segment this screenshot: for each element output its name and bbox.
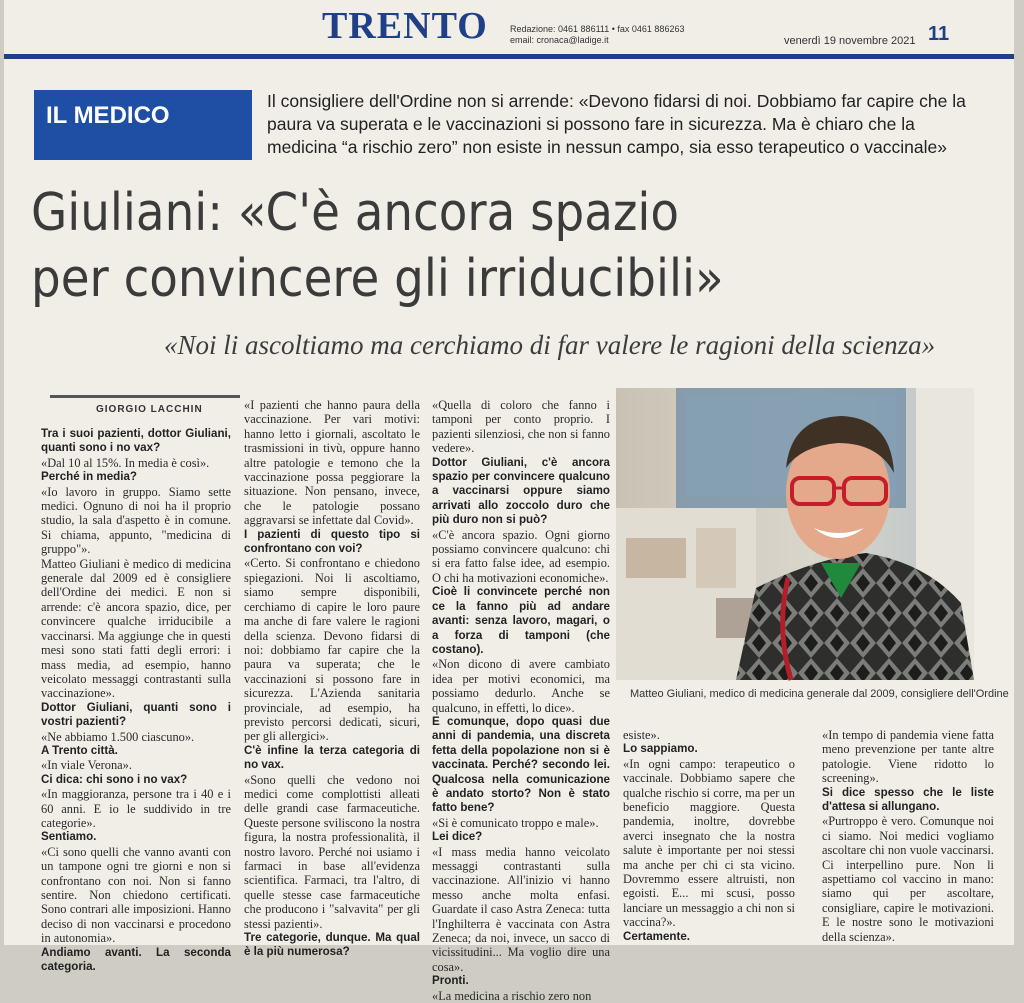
interview-question: Si dice spesso che le liste d'attesa si allungano. — [822, 785, 994, 814]
interview-question: E comunque, dopo quasi due anni di pandemia, una discreta fetta della popolazione non si è vaccinata. Perché? secondo lei. Qualcosa nella comunicazione è andato storto? Non è stato fatto bene? — [432, 714, 610, 815]
body-paragraph: «C'è ancora spazio. Ogni giorno possiamo convincere qualcuno: chi si era fatto false idee, ad esempio. O chi ha motivazioni economiche». — [432, 527, 610, 585]
interview-question: Lei dice? — [432, 830, 483, 844]
body-paragraph: «In maggioranza, persone tra i 40 e i 60 anni. E io le suddivido in tre categorie». — [41, 787, 231, 830]
interview-question: Certamente. — [623, 929, 691, 943]
page-number: 11 — [928, 23, 950, 45]
redazione-email: email: cronaca@ladige.it — [510, 35, 609, 45]
interview-question: Dottor Giuliani, c'è ancora spazio per convincere qualcuno a vaccinarsi oppure siamo arrivati allo zoccolo duro che più duro non si può? — [432, 455, 610, 527]
body-paragraph: Matteo Giuliani è medico di medicina generale dal 2009 ed è consigliere dell'Ordine dei medici. E non si arrende: c'è ancora spazio, dice, per convincere qualche irriducibile a vaccinarsi. Ma aggiunge che in questi mesi sono stati fatti degli errori: i mass media, ad esempio, hanno veicolato messaggi contrastanti sulla vaccinazione». — [41, 556, 231, 701]
interview-question: Perché in media? — [41, 470, 138, 484]
body-paragraph: «Dal 10 al 15%. In media è così». — [41, 455, 210, 470]
interview-question: Sentiamo. — [41, 830, 97, 844]
masthead-rule — [4, 54, 1014, 59]
headline-line-2: per convincere gli irriducibili» — [31, 249, 724, 309]
interview-question: I pazienti di questo tipo si confrontano con voi? — [244, 527, 420, 556]
body-paragraph: «Non dicono di avere cambiato idea per motivi economici, ma possiamo dedurlo. Anche se qualcuno, in effetti, lo dice». — [432, 657, 610, 715]
body-paragraph: «Ci sono quelli che vanno avanti con un tampone ogni tre giorni e non si confrontano con noi. Non si fanno sentire. Non chiedono certificati. Sono contrari alle imposizioni. Hanno deciso di non vaccinarsi e procedono in autonomia». — [41, 844, 231, 946]
body-paragraph: «Quella di coloro che fanno i tamponi per conto proprio. I pazienti silenziosi, che non si fanno vedere». — [432, 398, 610, 456]
photo-caption: Matteo Giuliani, medico di medicina generale dal 2009, consigliere dell'Ordine — [630, 688, 1009, 700]
interview-question: Ci dica: chi sono i no vax? — [41, 772, 188, 786]
redazione-contacts: Redazione: 0461 886111 • fax 0461 886263 — [510, 24, 685, 34]
headline-line-1: Giuliani: «C'è ancora spazio — [31, 183, 680, 243]
headline — [31, 180, 1006, 312]
issue-date: venerdì 19 novembre 2021 — [784, 35, 916, 47]
body-paragraph: «Si è comunicato troppo e male». — [432, 815, 599, 830]
subheadline: «Noi li ascoltiamo ma cerchiamo di far valere le ragioni della scienza» — [164, 330, 936, 360]
interview-question: Tra i suoi pazienti, dottor Giuliani, quanti sono i no vax? — [41, 427, 231, 455]
body-column-3 — [432, 398, 610, 1003]
body-paragraph: «La medicina a rischio zero non — [432, 988, 592, 1003]
body-column-5 — [822, 728, 994, 944]
masthead-title: TRENTO — [322, 5, 488, 47]
body-column-2 — [244, 398, 420, 960]
author-byline: GIORGIO LACCHIN — [96, 404, 203, 415]
portrait-photo — [616, 388, 974, 680]
section-label — [34, 90, 252, 160]
body-paragraph: «I pazienti che hanno paura della vaccinazione. Per vari motivi: hanno letto i giornali, ascoltato le trasmissioni in tivù, oppure hanno altre patologie e temono che la vaccinazione possa peggiorare la situazione. Non pensano, invece, che le patologie possano aggravarsi se infettate dal Covid». — [244, 398, 420, 528]
interview-question: Pronti. — [432, 974, 469, 988]
interview-question: C'è infine la terza categoria di no vax. — [244, 743, 420, 772]
body-paragraph: «I mass media hanno veicolato messaggi contrastanti sulla vaccinazione. All'inizio vi hanno messo anche molta enfasi. Guardate il caso Astra Zeneca: tutta l'Inghilterra è vaccinata con Astra Zeneca; da noi, invece, un sacco di vicissitudini... Ma voglio dire una cosa». — [432, 844, 610, 974]
body-paragraph: «Purtroppo è vero. Comunque noi ci siamo. Noi medici vogliamo ascoltare chi non vuole vaccinarsi. Ci interpellino pure. Non li aspettiamo col vaccino in mano: siamo qui per ascoltare, consigliare, capire le motivazioni. E le nostre sono le motivazioni della scienza». — [822, 814, 994, 944]
interview-question: Lo sappiamo. — [623, 742, 698, 756]
interview-question: A Trento città. — [41, 743, 118, 757]
interview-question: Dottor Giuliani, quanti sono i vostri pazienti? — [41, 700, 231, 729]
author-rule — [50, 395, 240, 398]
body-paragraph: «Ne abbiamo 1.500 ciascuno». — [41, 729, 195, 744]
body-paragraph: «Certo. Si confrontano e chiedono spiegazioni. Noi li ascoltiamo, siamo sempre disponibili, cerchiamo di capire le loro paure ma anche di fare valere le ragioni della scienza. Devono fidarsi di noi: dobbiamo far capire che la paura va superata; che le vaccinazioni si possono fare in sicurezza. L'Azienda sanitaria provinciale, ad esempio, ha previsto percorsi dedicati, sicuri, per gli allergici». — [244, 556, 420, 744]
interview-question: Cioè li convincete perché non ce la fanno più ad andare avanti: senza lavoro, magari, o a forza di tamponi (che costano). — [432, 585, 610, 656]
body-paragraph: «In ogni campo: terapeutico o vaccinale. Dobbiamo sapere che qualche rischio si corre, ma per un beneficio maggiore. Questa pandemia, inoltre, dovrebbe averci insegnato che la nostra salute è importante per noi stessi ma anche per chi ci sta vicino. Dovremmo essere altruisti, non egoisti. E... mi scusi, posso lanciare un messaggio a chi non si vaccina?». — [623, 756, 795, 930]
newspaper-page — [4, 0, 1014, 1003]
body-paragraph: «Sono quelli che vedono noi medici come complottisti alleati delle grandi case farmaceutiche. Queste persone sviliscono la nostra figura, la nostra professionalità, il nostro lavoro. Perché noi usiamo i farmaci in base all'evidenza scientifica. Farmaci, tra l'altro, di quelle stesse case farmaceutiche che producono i "salvavita" per gli stessi pazienti». — [244, 772, 420, 931]
body-paragraph: «In viale Verona». — [41, 758, 132, 773]
body-column-1 — [41, 427, 231, 974]
body-paragraph: «Io lavoro in gruppo. Siamo sette medici. Ognuno di noi ha il proprio studio, la sala d'aspetto è in comune. Si chiama, appunto, "medicina di gruppo"». — [41, 484, 231, 557]
body-column-4 — [623, 728, 795, 944]
kicker-text: Il consigliere dell'Ordine non si arrende: «Devono fidarsi di noi. Dobbiamo far capire che la paura va superata e le vaccinazioni si possono fare in sicurezza. Ma è chiaro che la medicina “a rischio zero” non esiste in nessun campo, sia esso terapeutico o vaccinale» — [267, 91, 966, 157]
section-label-text: IL MEDICO — [46, 102, 170, 129]
body-paragraph: esiste». — [623, 728, 660, 742]
body-paragraph: «In tempo di pandemia viene fatta meno prevenzione per tante altre patologie. Viene ridotto lo screening». — [822, 728, 994, 786]
interview-question: Andiamo avanti. La seconda categoria. — [41, 945, 231, 974]
interview-question: Tre categorie, dunque. Ma qual è la più numerosa? — [244, 931, 420, 959]
